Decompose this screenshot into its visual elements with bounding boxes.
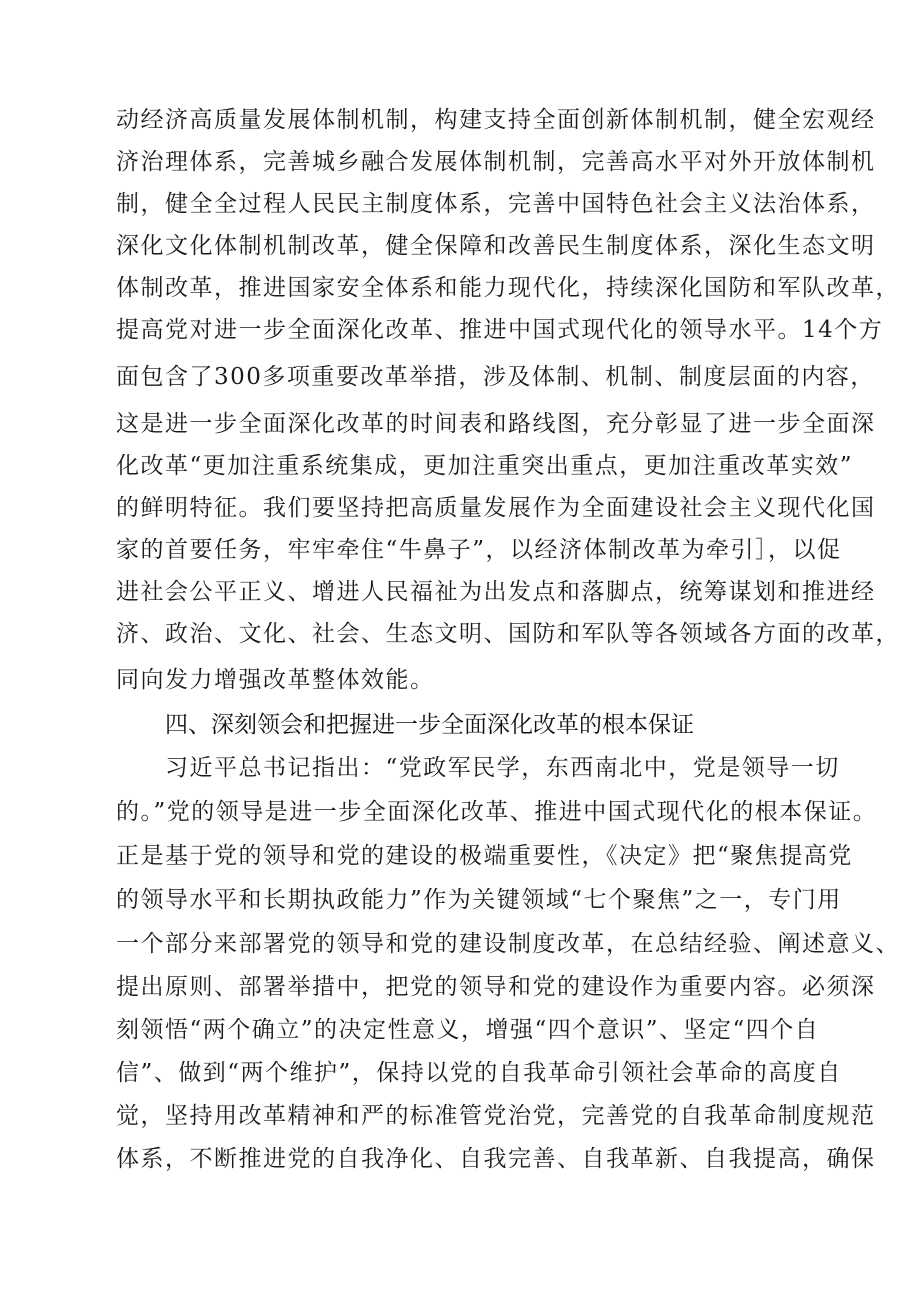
text-line: 的鲜明特征。我们要坚持把高质量发展作为全面建设社会主义现代化国: [116, 495, 876, 521]
text-line: 觉，坚持用改革精神和严的标准管党治党，完善党的自我革命制度规范: [116, 1103, 876, 1129]
text-line: 深化文化体制机制改革，健全保障和改善民生制度体系，深化生态文明: [116, 233, 876, 259]
text-line: 进社会公平正义、增进人民福祉为出发点和落脚点，统筹谋划和推进经: [116, 579, 876, 605]
text-line: 的领导水平和长期执政能力”作为关键领域“七个聚焦”之一，专门用: [116, 887, 842, 913]
text-line: 体系，不断推进党的自我净化、自我完善、自我革新、自我提高，确保: [116, 1146, 876, 1172]
text-line: 刻领悟“两个确立”的决定性意义，增强“四个意识”、坚定“四个自: [116, 1017, 820, 1043]
text-line: 济治理体系，完善城乡融合发展体制机制，完善高水平对外开放体制机: [116, 149, 876, 175]
text-line: 一个部分来部署党的领导和党的建设制度改革，在总结经验、阐述意义、: [116, 931, 900, 957]
text-line: 这是进一步全面深化改革的时间表和路线图，充分彰显了进一步全面深: [116, 411, 876, 437]
text-line: 正是基于党的领导和党的建设的极端重要性，《决定》把“聚焦提高党: [116, 843, 853, 869]
text-line: 提出原则、部署举措中，把党的领导和党的建设作为重要内容。必须深: [116, 974, 876, 1000]
text-line: 信”、做到“两个维护”，保持以党的自我革命引领社会革命的高度自: [116, 1060, 842, 1086]
text-line: 济、政治、文化、社会、生态文明、国防和军队等各领域各方面的改革，: [116, 621, 900, 647]
text-line: 家的首要任务，牢牢牵住“牛鼻子”，以经济体制改革为牵引］，以促: [116, 537, 842, 563]
text-line: 体制改革，推进国家安全体系和能力现代化，持续深化国防和军队改革，: [116, 275, 900, 301]
text-line: 同向发力增强改革整体效能。: [116, 667, 435, 693]
section-heading: 四、深刻领会和把握进一步全面深化改革的根本保证: [165, 712, 694, 738]
text-line: 的。”党的领导是进一步全面深化改革、推进中国式现代化的根本保证。: [116, 799, 878, 825]
text-line: 习近平总书记指出：“党政军民学，东西南北中，党是领导一切: [165, 755, 840, 781]
text-line: 提高党对进一步全面深化改革、推进中国式现代化的领导水平。14个方: [116, 317, 884, 343]
text-line: 制，健全全过程人民民主制度体系，完善中国特色社会主义法治体系，: [116, 191, 876, 217]
text-line: 化改革“更加注重系统集成，更加注重突出重点，更加注重改革实效”: [116, 453, 854, 479]
text-line: 面包含了300多项重要改革举措，涉及体制、机制、制度层面的内容，: [116, 364, 875, 390]
text-line: 动经济高质量发展体制机制，构建支持全面创新体制机制，健全宏观经: [116, 107, 876, 133]
